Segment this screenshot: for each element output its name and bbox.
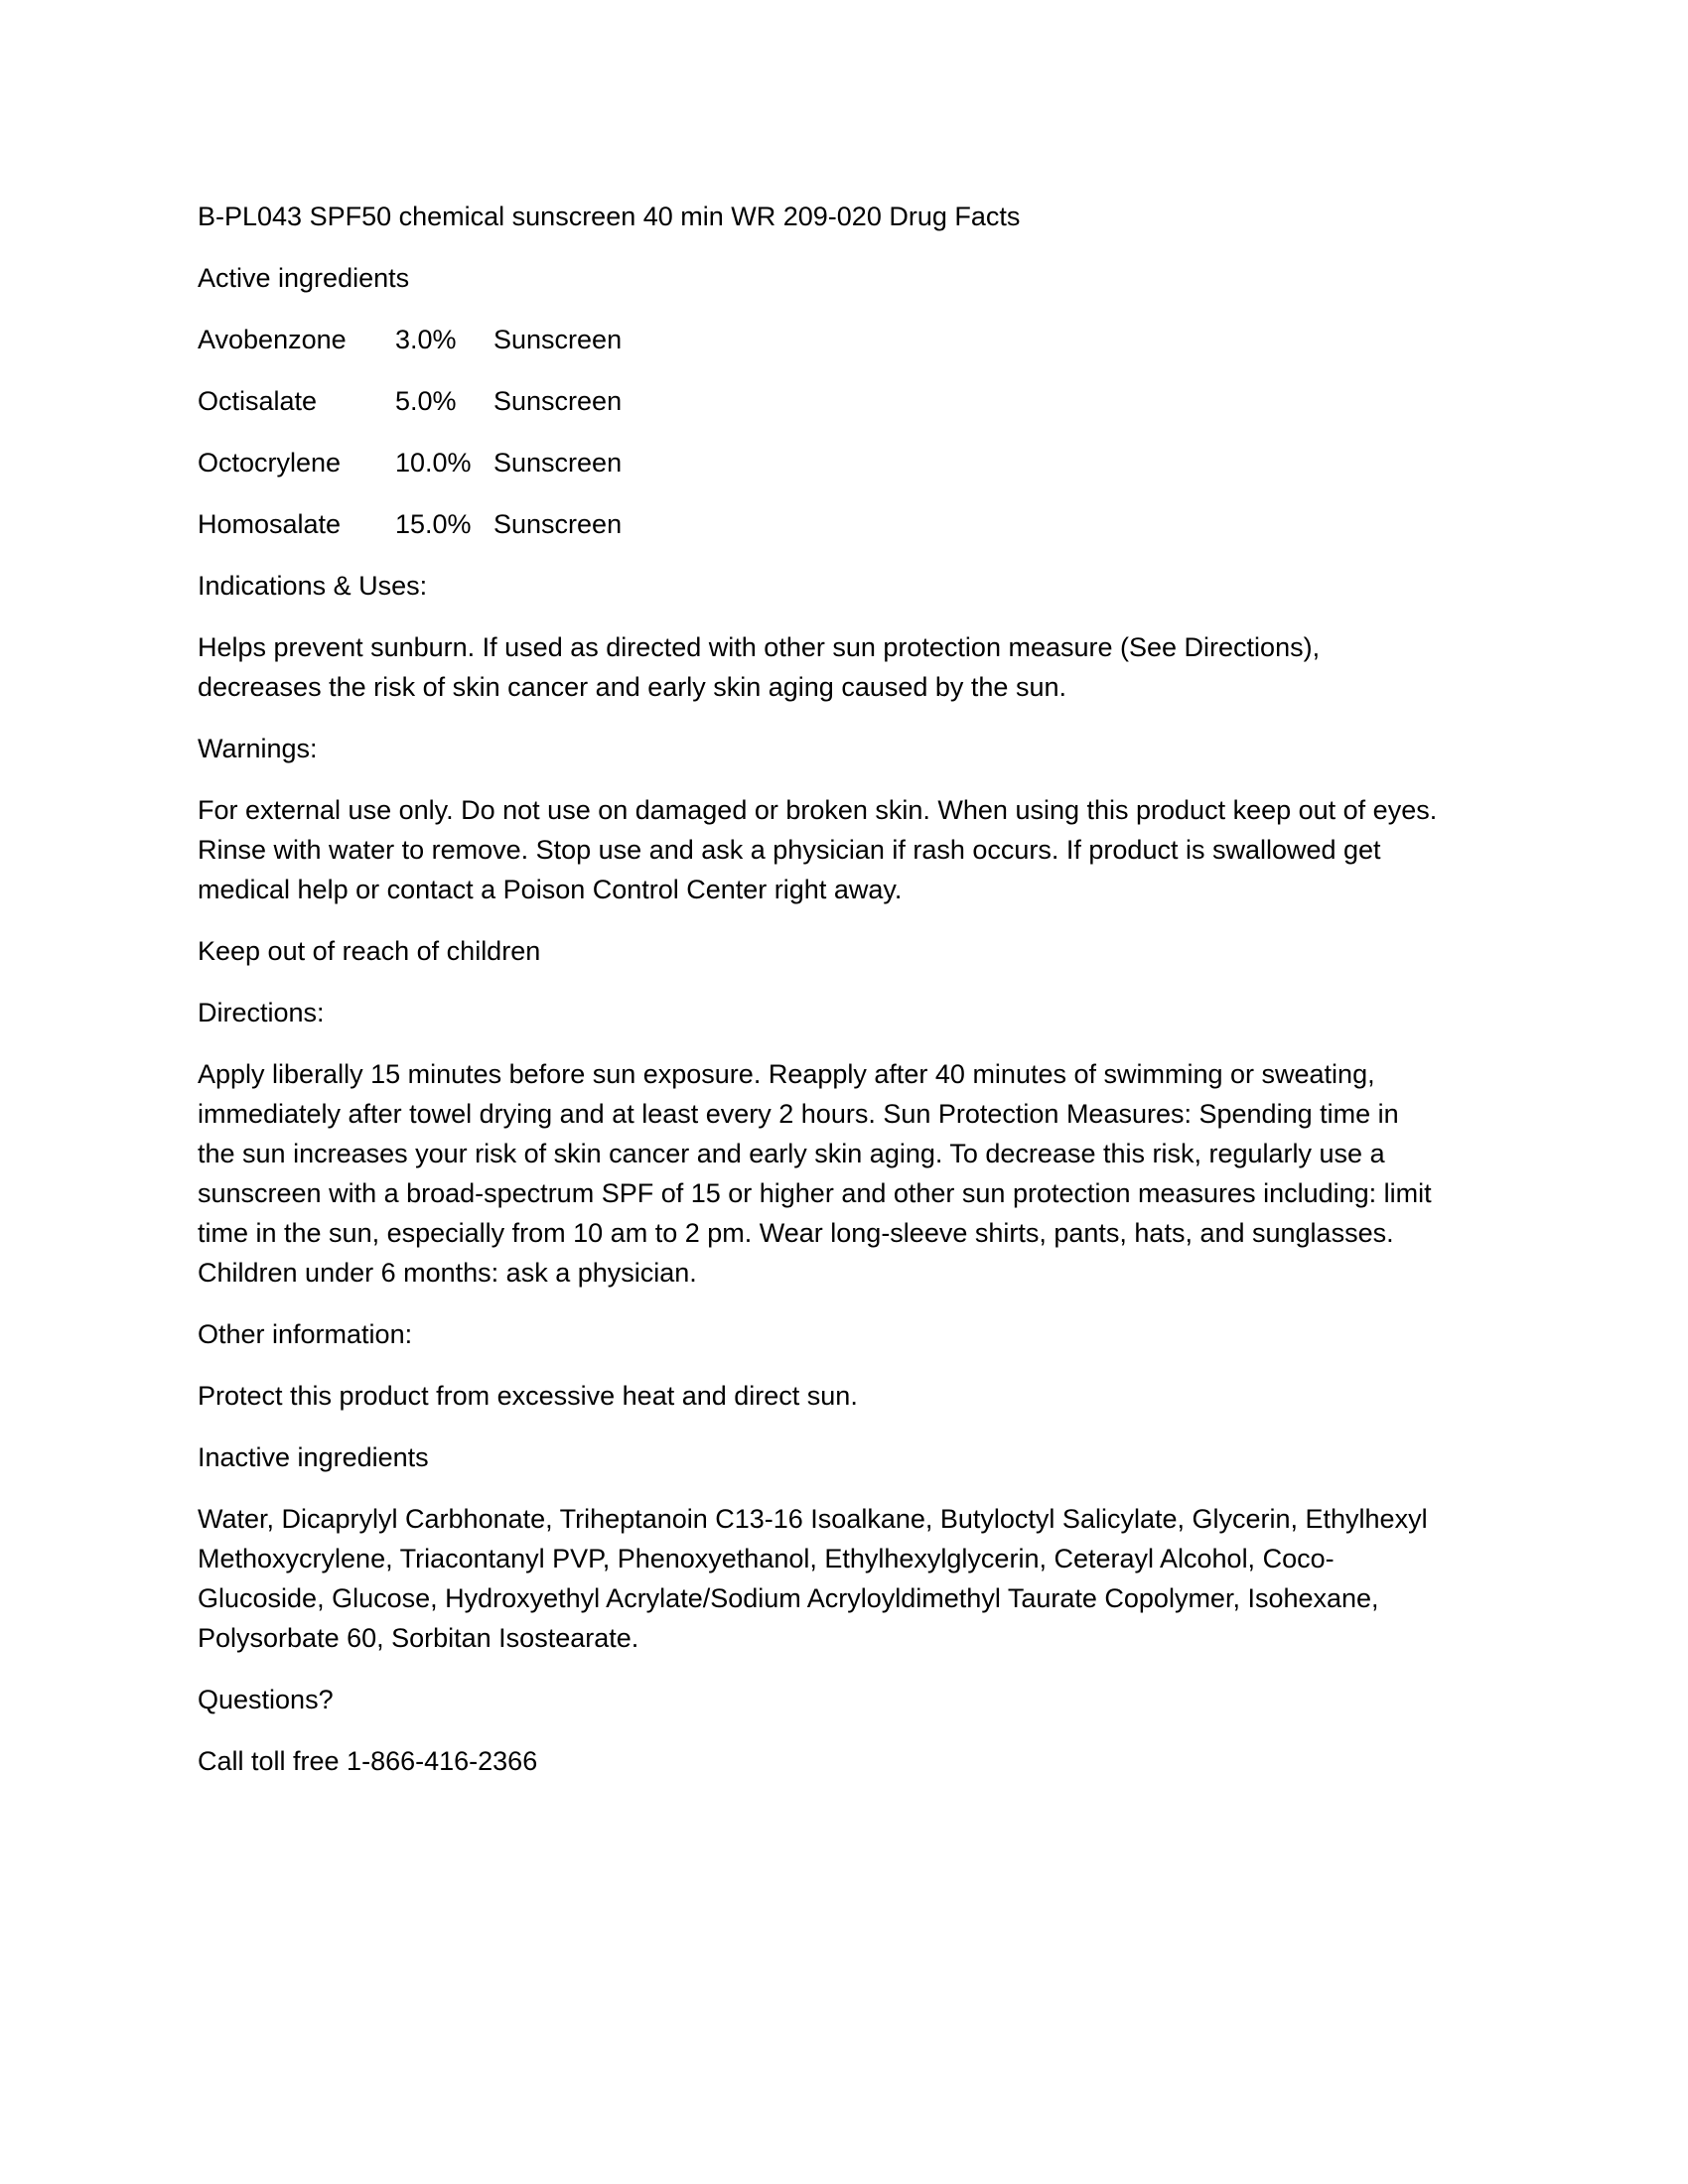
text-line: the sun increases your risk of skin cancer and early skin aging. To decrease this risk, regularly use a <box>198 1139 1385 1168</box>
text-line: For external use only. Do not use on damaged or broken skin. When using this product keep out of eyes. <box>198 795 1438 825</box>
text-line: Glucoside, Glucose, Hydroxyethyl Acrylate/Sodium Acryloyldimethyl Taurate Copolymer, Isohexane, <box>198 1583 1379 1613</box>
text-line: Apply liberally 15 minutes before sun exposure. Reapply after 40 minutes of swimming or sweating, <box>198 1059 1375 1089</box>
text-line: medical help or contact a Poison Control Center right away. <box>198 875 903 904</box>
text-line: Polysorbate 60, Sorbitan Isostearate. <box>198 1623 639 1653</box>
text-line: Methoxycrylene, Triacontanyl PVP, Phenoxyethanol, Ethylhexylglycerin, Ceterayl Alcohol, Coco- <box>198 1544 1335 1573</box>
text-line: Children under 6 months: ask a physician. <box>198 1258 697 1288</box>
active-ingredients-heading: Active ingredients <box>198 263 410 293</box>
text-line: time in the sun, especially from 10 am to 2 pm. Wear long-sleeve shirts, pants, hats, and sunglasses. <box>198 1218 1394 1248</box>
text-line: sunscreen with a broad-spectrum SPF of 15 or higher and other sun protection measures including: limit <box>198 1178 1432 1208</box>
ingredient-row <box>198 381 1498 421</box>
ingredient-name: Octocrylene <box>198 448 342 478</box>
ingredient-percent: 15.0% <box>395 509 472 539</box>
other-information-text: Protect this product from excessive heat and direct sun. <box>198 1381 858 1411</box>
inactive-ingredients-text <box>198 1499 1498 1658</box>
drug-facts-document <box>198 197 1498 1803</box>
indications-text <box>198 627 1498 707</box>
directions-text <box>198 1054 1498 1293</box>
other-information-heading: Other information: <box>198 1319 413 1349</box>
ingredient-name: Octisalate <box>198 386 318 416</box>
inactive-ingredients-heading: Inactive ingredients <box>198 1442 429 1472</box>
indications-heading: Indications & Uses: <box>198 571 428 601</box>
document-title: B-PL043 SPF50 chemical sunscreen 40 min WR 209-020 Drug Facts <box>198 202 1021 231</box>
ingredient-row <box>198 504 1498 544</box>
ingredient-percent: 3.0% <box>395 325 457 354</box>
text-line: Rinse with water to remove. Stop use and ask a physician if rash occurs. If product is swallowed get <box>198 835 1381 865</box>
text-line: decreases the risk of skin cancer and early skin aging caused by the sun. <box>198 672 1066 702</box>
ingredient-percent: 5.0% <box>395 386 457 416</box>
ingredient-row <box>198 320 1498 359</box>
text-line: immediately after towel drying and at least every 2 hours. Sun Protection Measures: Spending time in <box>198 1099 1399 1129</box>
text-line: Water, Dicaprylyl Carbhonate, Triheptanoin C13-16 Isoalkane, Butyloctyl Salicylate, Glycerin, Ethylhexyl <box>198 1504 1428 1534</box>
ingredient-name: Homosalate <box>198 509 342 539</box>
toll-free-phone: Call toll free 1-866-416-2366 <box>198 1746 538 1776</box>
questions-heading: Questions? <box>198 1685 334 1714</box>
ingredient-purpose: Sunscreen <box>493 509 623 539</box>
ingredient-row <box>198 443 1498 482</box>
directions-heading: Directions: <box>198 998 325 1027</box>
keep-out-of-reach: Keep out of reach of children <box>198 936 541 966</box>
ingredient-percent: 10.0% <box>395 448 472 478</box>
ingredient-purpose: Sunscreen <box>493 448 623 478</box>
warnings-heading: Warnings: <box>198 734 318 763</box>
ingredient-name: Avobenzone <box>198 325 347 354</box>
text-line: Helps prevent sunburn. If used as directed with other sun protection measure (See Directions), <box>198 632 1321 662</box>
ingredient-purpose: Sunscreen <box>493 386 623 416</box>
ingredient-purpose: Sunscreen <box>493 325 623 354</box>
warnings-text <box>198 790 1498 909</box>
